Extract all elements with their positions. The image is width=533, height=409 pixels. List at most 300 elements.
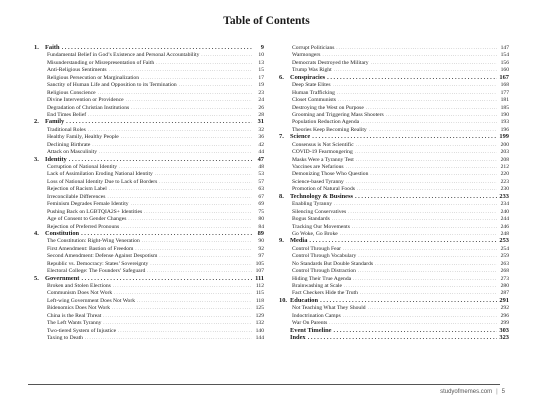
subentry-title: Divine Intervention or Providence	[47, 97, 124, 104]
toc-subentry[interactable]	[279, 118, 509, 125]
subentry-page-number: 248	[500, 230, 509, 237]
dot-leader	[386, 111, 497, 118]
dot-leader	[356, 141, 497, 148]
subentry-title: Go Woke, Go Broke	[292, 230, 338, 237]
subentry-title: War On Parents	[292, 320, 328, 327]
toc-subentry[interactable]	[279, 178, 509, 185]
toc-subentry[interactable]	[279, 44, 509, 51]
toc-section	[279, 193, 509, 238]
subentry-title: Rejection of Racism Label	[47, 186, 107, 193]
subentry-page-number: 69	[258, 201, 264, 208]
dot-leader	[308, 334, 497, 341]
subentry-page-number: 112	[255, 283, 264, 289]
toc-subentry[interactable]	[34, 81, 264, 88]
dot-leader	[358, 252, 497, 259]
toc-subentry[interactable]	[34, 282, 264, 289]
dot-leader	[334, 200, 497, 207]
subentry-title: The Left Wants Tyranny	[47, 320, 102, 327]
subentry-title: Second Amendment: Defense Against Despotism	[47, 253, 158, 260]
subentry-page-number: 118	[255, 297, 264, 304]
subentry-title: Control Through Distraction	[292, 268, 356, 275]
toc-section-entry[interactable]	[279, 74, 509, 81]
toc-subentry[interactable]	[34, 148, 264, 155]
subentry-page-number: 190	[500, 111, 509, 118]
subentry-page-number: 105	[255, 260, 264, 267]
dot-leader	[109, 66, 252, 73]
dot-leader	[118, 327, 252, 334]
subentry-page-number: 240	[500, 208, 509, 215]
toc-subentry[interactable]	[279, 51, 509, 58]
dot-leader	[128, 215, 252, 222]
dot-leader	[366, 104, 497, 111]
subentry-page-number: 28	[258, 111, 264, 118]
dot-leader	[368, 304, 497, 311]
dot-leader	[369, 126, 497, 133]
toc-subentry[interactable]	[34, 297, 264, 304]
subentry-page-number: 57	[258, 178, 264, 185]
toc-subentry[interactable]	[34, 126, 264, 133]
subentry-title: Age of Consent to Gender Changes	[47, 216, 127, 223]
dot-leader	[346, 163, 497, 170]
section-number: 5.	[34, 274, 39, 282]
subentry-page-number: 36	[258, 134, 264, 141]
subentry-title: Taxing to Death	[47, 335, 83, 342]
dot-leader	[156, 59, 252, 66]
toc-subentry[interactable]	[34, 141, 264, 148]
toc-subentry[interactable]	[279, 96, 509, 103]
dot-leader	[337, 89, 497, 96]
toc-section	[279, 297, 509, 327]
dot-leader	[346, 178, 497, 185]
toc-subentry[interactable]	[279, 141, 509, 148]
subentry-page-number: 140	[255, 327, 264, 334]
subentry-title: Closet Communists	[292, 97, 336, 104]
section-title: Identity	[45, 155, 67, 163]
section-title: Media	[290, 237, 308, 245]
toc-subentry[interactable]	[34, 267, 264, 274]
subentry-title: Not Teaching What They Should	[292, 305, 366, 312]
toc-subentry[interactable]	[279, 126, 509, 133]
subentry-title: Electoral College: The Founders’ Safeguard	[47, 268, 146, 275]
subentry-page-number: 107	[255, 268, 264, 275]
subentry-page-number: 15	[258, 67, 264, 74]
subentry-title: Enabling Tyranny	[292, 201, 333, 208]
toc-subentry[interactable]	[279, 245, 509, 252]
subentry-title: Irreconcilable Differences	[47, 193, 106, 200]
subentry-page-number: 144	[255, 335, 264, 342]
dot-leader	[92, 141, 252, 148]
dot-leader	[119, 163, 252, 170]
section-title: Event Timeline	[290, 326, 332, 334]
dot-leader	[333, 81, 497, 88]
section-number: 6.	[279, 73, 284, 81]
subentry-page-number: 296	[500, 312, 509, 319]
section-page-number: 199	[499, 133, 509, 141]
section-number: 2.	[34, 118, 39, 126]
section-page-number: 233	[499, 192, 509, 200]
section-page-number: 47	[257, 155, 264, 163]
dot-leader	[333, 327, 497, 334]
subentry-title: Pushing Back on LGBTQIA2S+ Identities	[47, 208, 143, 215]
dot-leader	[343, 312, 497, 319]
subentry-page-number: 273	[500, 275, 509, 282]
toc-subentry[interactable]	[279, 275, 509, 282]
toc-section	[279, 74, 509, 134]
toc-subentry[interactable]	[34, 51, 264, 58]
dot-leader	[356, 156, 497, 163]
toc-subentry[interactable]	[279, 148, 509, 155]
subentry-title: First Amendment: Bastion of Freedom	[47, 245, 134, 252]
subentry-page-number: 181	[500, 97, 509, 104]
subentry-page-number: 44	[258, 149, 264, 156]
subentry-page-number: 280	[500, 283, 509, 289]
toc-subentry[interactable]	[34, 223, 264, 230]
dot-leader	[348, 208, 497, 215]
subentry-title: Communism Does Not Work	[47, 290, 113, 297]
toc-subentry[interactable]	[279, 208, 509, 215]
subentry-title: Deep State Elites	[292, 82, 331, 89]
subentry-page-number: 299	[500, 320, 509, 327]
subentry-page-number: 13	[258, 59, 264, 66]
section-page-number: 323	[499, 334, 509, 342]
dot-leader	[112, 304, 252, 311]
subentry-page-number: 84	[258, 223, 264, 230]
subentry-title: Human Trafficking	[292, 89, 335, 96]
toc-section	[279, 44, 509, 74]
toc-subentry[interactable]	[279, 223, 509, 230]
section-title: Science	[290, 133, 311, 141]
section-page-number: 89	[257, 229, 264, 237]
toc-subentry[interactable]	[34, 104, 264, 111]
subentry-page-number: 67	[258, 193, 264, 200]
toc-section-entry[interactable]	[279, 327, 509, 334]
subentry-page-number: 292	[500, 305, 509, 312]
subentry-page-number: 53	[258, 171, 264, 178]
dot-leader	[334, 66, 497, 73]
subentry-title: Republic vs. Democracy: States’ Sovereignty	[47, 260, 149, 267]
toc-subentry[interactable]	[279, 304, 509, 311]
toc-subentry[interactable]	[34, 304, 264, 311]
subentry-page-number: 234	[500, 201, 509, 208]
toc-section	[34, 275, 264, 342]
subentry-title: Hiding Their True Agenda	[292, 275, 352, 282]
toc-section	[279, 133, 509, 193]
dot-leader	[155, 170, 252, 177]
toc-subentry[interactable]	[279, 81, 509, 88]
toc-subentry[interactable]	[34, 200, 264, 207]
toc-subentry[interactable]	[34, 185, 264, 192]
subentry-page-number: 220	[500, 171, 509, 178]
subentry-title: Theories Keep Becoming Reality	[292, 126, 367, 133]
dot-leader	[121, 223, 252, 230]
dot-leader	[371, 59, 497, 66]
toc-subentry[interactable]	[279, 185, 509, 192]
dot-leader	[338, 96, 497, 103]
toc-subentry[interactable]	[279, 267, 509, 274]
toc-subentry[interactable]	[34, 237, 264, 244]
section-page-number: 253	[499, 237, 509, 245]
section-title: Conspiracies	[290, 73, 326, 81]
toc-section	[34, 156, 264, 230]
section-title: Constitution	[45, 229, 80, 237]
section-title: Family	[45, 118, 65, 126]
section-page-number: 111	[255, 274, 264, 282]
subentry-page-number: 208	[500, 156, 509, 163]
subentry-title: Healthy Family, Healthy People	[47, 134, 119, 141]
subentry-title: Degradation of Christian Institutions	[47, 104, 130, 111]
subentry-page-number: 156	[500, 59, 509, 66]
footer-site: studyofmemes.com	[440, 389, 493, 395]
subentry-page-number: 115	[255, 290, 264, 297]
toc-subentry[interactable]	[34, 334, 264, 341]
dot-leader	[309, 237, 497, 244]
toc-section-entry[interactable]	[34, 118, 264, 125]
toc-subentry[interactable]	[34, 245, 264, 252]
toc-subentry[interactable]	[34, 66, 264, 73]
section-title: Technology & Business	[290, 192, 353, 200]
dot-leader	[88, 111, 252, 118]
toc-subentry[interactable]	[279, 66, 509, 73]
toc-subentry[interactable]	[34, 74, 264, 81]
toc-section	[34, 230, 264, 275]
footer-separator: |	[496, 389, 498, 395]
dot-leader	[355, 193, 497, 200]
subentry-title: Trump Was Right	[292, 67, 332, 74]
toc-subentry[interactable]	[34, 59, 264, 66]
dot-leader	[332, 215, 497, 222]
toc-subentry[interactable]	[279, 282, 509, 289]
toc-subentry[interactable]	[34, 327, 264, 334]
subentry-title: Brainwashing at Scale	[292, 283, 343, 289]
section-title: Faith	[45, 44, 60, 51]
dot-leader	[121, 133, 252, 140]
section-number: 9.	[279, 237, 284, 245]
toc-subentry[interactable]	[279, 215, 509, 222]
subentry-page-number: 268	[500, 268, 509, 275]
toc-section-entry[interactable]	[279, 193, 509, 200]
dot-leader	[66, 118, 252, 125]
toc-subentry[interactable]	[279, 200, 509, 207]
subentry-title: China is the Real Threat	[47, 312, 102, 319]
toc-subentry[interactable]	[279, 319, 509, 326]
dot-leader	[370, 170, 497, 177]
subentry-page-number: 19	[258, 82, 264, 89]
dot-leader	[126, 96, 252, 103]
subentry-title: Warmongers	[292, 52, 321, 59]
subentry-page-number: 185	[500, 104, 509, 111]
toc-section-entry[interactable]	[279, 133, 509, 140]
subentry-title: Tracking Our Movements	[292, 223, 350, 230]
dot-leader	[357, 185, 497, 192]
section-title: Education	[290, 296, 319, 304]
subentry-page-number: 168	[500, 82, 509, 89]
toc-subentry[interactable]	[34, 178, 264, 185]
subentry-page-number: 263	[500, 260, 509, 267]
subentry-title: Democrats Destroyed the Military	[292, 59, 369, 66]
dot-leader	[358, 267, 497, 274]
toc-subentry[interactable]	[34, 312, 264, 319]
dot-leader	[103, 312, 252, 319]
toc-section-entry[interactable]	[34, 156, 264, 163]
toc-subentry[interactable]	[34, 111, 264, 118]
subentry-title: Misunderstanding or Misrepresentation of Faith	[47, 59, 155, 66]
subentry-title: Silencing Conservatives	[292, 208, 347, 215]
toc-section-entry[interactable]	[34, 44, 264, 51]
subentry-page-number: 154	[500, 52, 509, 59]
section-page-number: 31	[257, 118, 264, 126]
footer	[440, 389, 505, 395]
toc-subentry[interactable]	[34, 319, 264, 326]
subentry-page-number: 48	[258, 164, 264, 170]
subentry-title: Fact Checkers Hide the Truth	[292, 290, 358, 297]
toc-left-column	[34, 44, 264, 342]
subentry-page-number: 23	[258, 89, 264, 96]
subentry-title: Rejection of Preferred Pronouns	[47, 223, 120, 230]
subentry-title: Grooming and Triggering Mass Shooters	[292, 111, 384, 118]
toc-subentry[interactable]	[34, 170, 264, 177]
toc-section-entry[interactable]	[279, 237, 509, 244]
subentry-page-number: 17	[258, 74, 264, 81]
subentry-title: Demonizing Those Who Question	[292, 171, 369, 178]
subentry-page-number: 177	[500, 89, 509, 96]
toc-section-entry[interactable]	[279, 334, 509, 341]
section-page-number: 167	[499, 73, 509, 81]
toc-section	[279, 327, 509, 334]
section-number: 1.	[34, 44, 39, 51]
toc-subentry[interactable]	[279, 156, 509, 163]
subentry-title: Declining Birthrate	[47, 141, 91, 148]
subentry-page-number: 63	[258, 186, 264, 193]
subentry-title: Attack on Masculinity	[47, 149, 98, 156]
subentry-title: Traditional Roles	[47, 126, 86, 133]
subentry-page-number: 254	[500, 245, 509, 252]
toc-subentry[interactable]	[279, 170, 509, 177]
dot-leader	[107, 193, 252, 200]
dot-leader	[142, 237, 252, 244]
subentry-page-number: 129	[255, 312, 264, 319]
subentry-page-number: 10	[258, 52, 264, 59]
subentry-title: Religious Conscience	[47, 89, 96, 96]
toc-subentry[interactable]	[279, 312, 509, 319]
subentry-page-number: 132	[255, 320, 264, 327]
toc-subentry[interactable]	[34, 252, 264, 259]
subentry-title: Destroying the West on Purpose	[292, 104, 364, 111]
dot-leader	[312, 133, 497, 140]
dot-leader	[103, 319, 252, 326]
subentry-page-number: 287	[500, 290, 509, 297]
toc-right-column	[279, 44, 509, 342]
dot-leader	[131, 104, 252, 111]
toc-subentry[interactable]	[279, 59, 509, 66]
toc-subentry[interactable]	[279, 104, 509, 111]
dot-leader	[336, 44, 497, 51]
toc-section-entry[interactable]	[34, 275, 264, 282]
section-number: 8.	[279, 192, 284, 200]
toc-subentry[interactable]	[279, 163, 509, 170]
toc-subentry[interactable]	[34, 133, 264, 140]
subentry-page-number: 125	[255, 305, 264, 312]
subentry-title: Corruption of National Identity	[47, 164, 118, 170]
section-number: 3.	[34, 155, 39, 163]
subentry-page-number: 200	[500, 141, 509, 148]
dot-leader	[343, 245, 497, 252]
subentry-page-number: 223	[500, 178, 509, 185]
toc-subentry[interactable]	[34, 193, 264, 200]
subentry-page-number: 97	[258, 253, 264, 260]
dot-leader	[141, 74, 252, 81]
dot-leader	[114, 289, 252, 296]
subentry-title: Vaccines are Nefarious	[292, 164, 344, 170]
toc-subentry[interactable]	[34, 96, 264, 103]
subentry-title: Anti-Religious Sentiments	[47, 67, 107, 74]
dot-leader	[81, 230, 252, 237]
toc-subentry[interactable]	[279, 260, 509, 267]
toc-subentry[interactable]	[34, 289, 264, 296]
subentry-page-number: 26	[258, 104, 264, 111]
dot-leader	[144, 208, 252, 215]
dot-leader	[99, 148, 252, 155]
section-number: 4.	[34, 229, 39, 237]
subentry-title: Sanctity of Human Life and Opposition to its Termination	[47, 82, 177, 89]
dot-leader	[355, 148, 497, 155]
toc-subentry[interactable]	[34, 208, 264, 215]
section-page-number: 291	[499, 296, 509, 304]
toc-subentry[interactable]	[279, 111, 509, 118]
dot-leader	[137, 297, 252, 304]
toc-subentry[interactable]	[279, 289, 509, 296]
toc-subentry[interactable]	[279, 89, 509, 96]
dot-leader	[98, 89, 252, 96]
page-title: Table of Contents	[223, 15, 310, 27]
subentry-page-number: 203	[500, 149, 509, 156]
subentry-title: Feminism Degrades Female Identity	[47, 201, 129, 208]
subentry-page-number: 160	[500, 67, 509, 74]
toc-subentry[interactable]	[279, 230, 509, 237]
dot-leader	[340, 230, 497, 237]
dot-leader	[69, 156, 252, 163]
subentry-title: Left-wing Government Does Not Work	[47, 297, 135, 304]
toc-subentry[interactable]	[34, 215, 264, 222]
dot-leader	[320, 297, 497, 304]
subentry-title: Two-tiered System of Injustice	[47, 327, 117, 334]
subentry-page-number: 24	[258, 97, 264, 104]
subentry-page-number: 92	[258, 245, 264, 252]
toc-section-entry[interactable]	[34, 230, 264, 237]
toc-subentry[interactable]	[34, 260, 264, 267]
section-title: Government	[45, 274, 80, 282]
toc-section-entry[interactable]	[279, 297, 509, 304]
toc-subentry[interactable]	[279, 252, 509, 259]
section-number: 10.	[279, 296, 287, 304]
subentry-title: Fundamental Belief in God’s Existence and Personal Accountability	[47, 52, 200, 59]
subentry-title: End Times Belief	[47, 111, 87, 118]
subentry-title: Corrupt Politicians	[292, 45, 335, 51]
toc-subentry[interactable]	[34, 89, 264, 96]
subentry-page-number: 259	[500, 253, 509, 260]
subentry-title: No Standards But Double Standards	[292, 260, 374, 267]
subentry-title: Masks Were a Tyranny Test	[292, 156, 354, 163]
dot-leader	[360, 289, 497, 296]
dot-leader	[179, 81, 252, 88]
dot-leader	[159, 252, 252, 259]
subentry-title: The Constitution: Right-Wing Veneration	[47, 238, 140, 245]
dot-leader	[201, 51, 252, 58]
subentry-page-number: 75	[258, 208, 264, 215]
subentry-page-number: 90	[258, 238, 264, 245]
toc-subentry[interactable]	[34, 163, 264, 170]
subentry-title: Bogus Standards	[292, 216, 330, 223]
dot-leader	[361, 118, 497, 125]
